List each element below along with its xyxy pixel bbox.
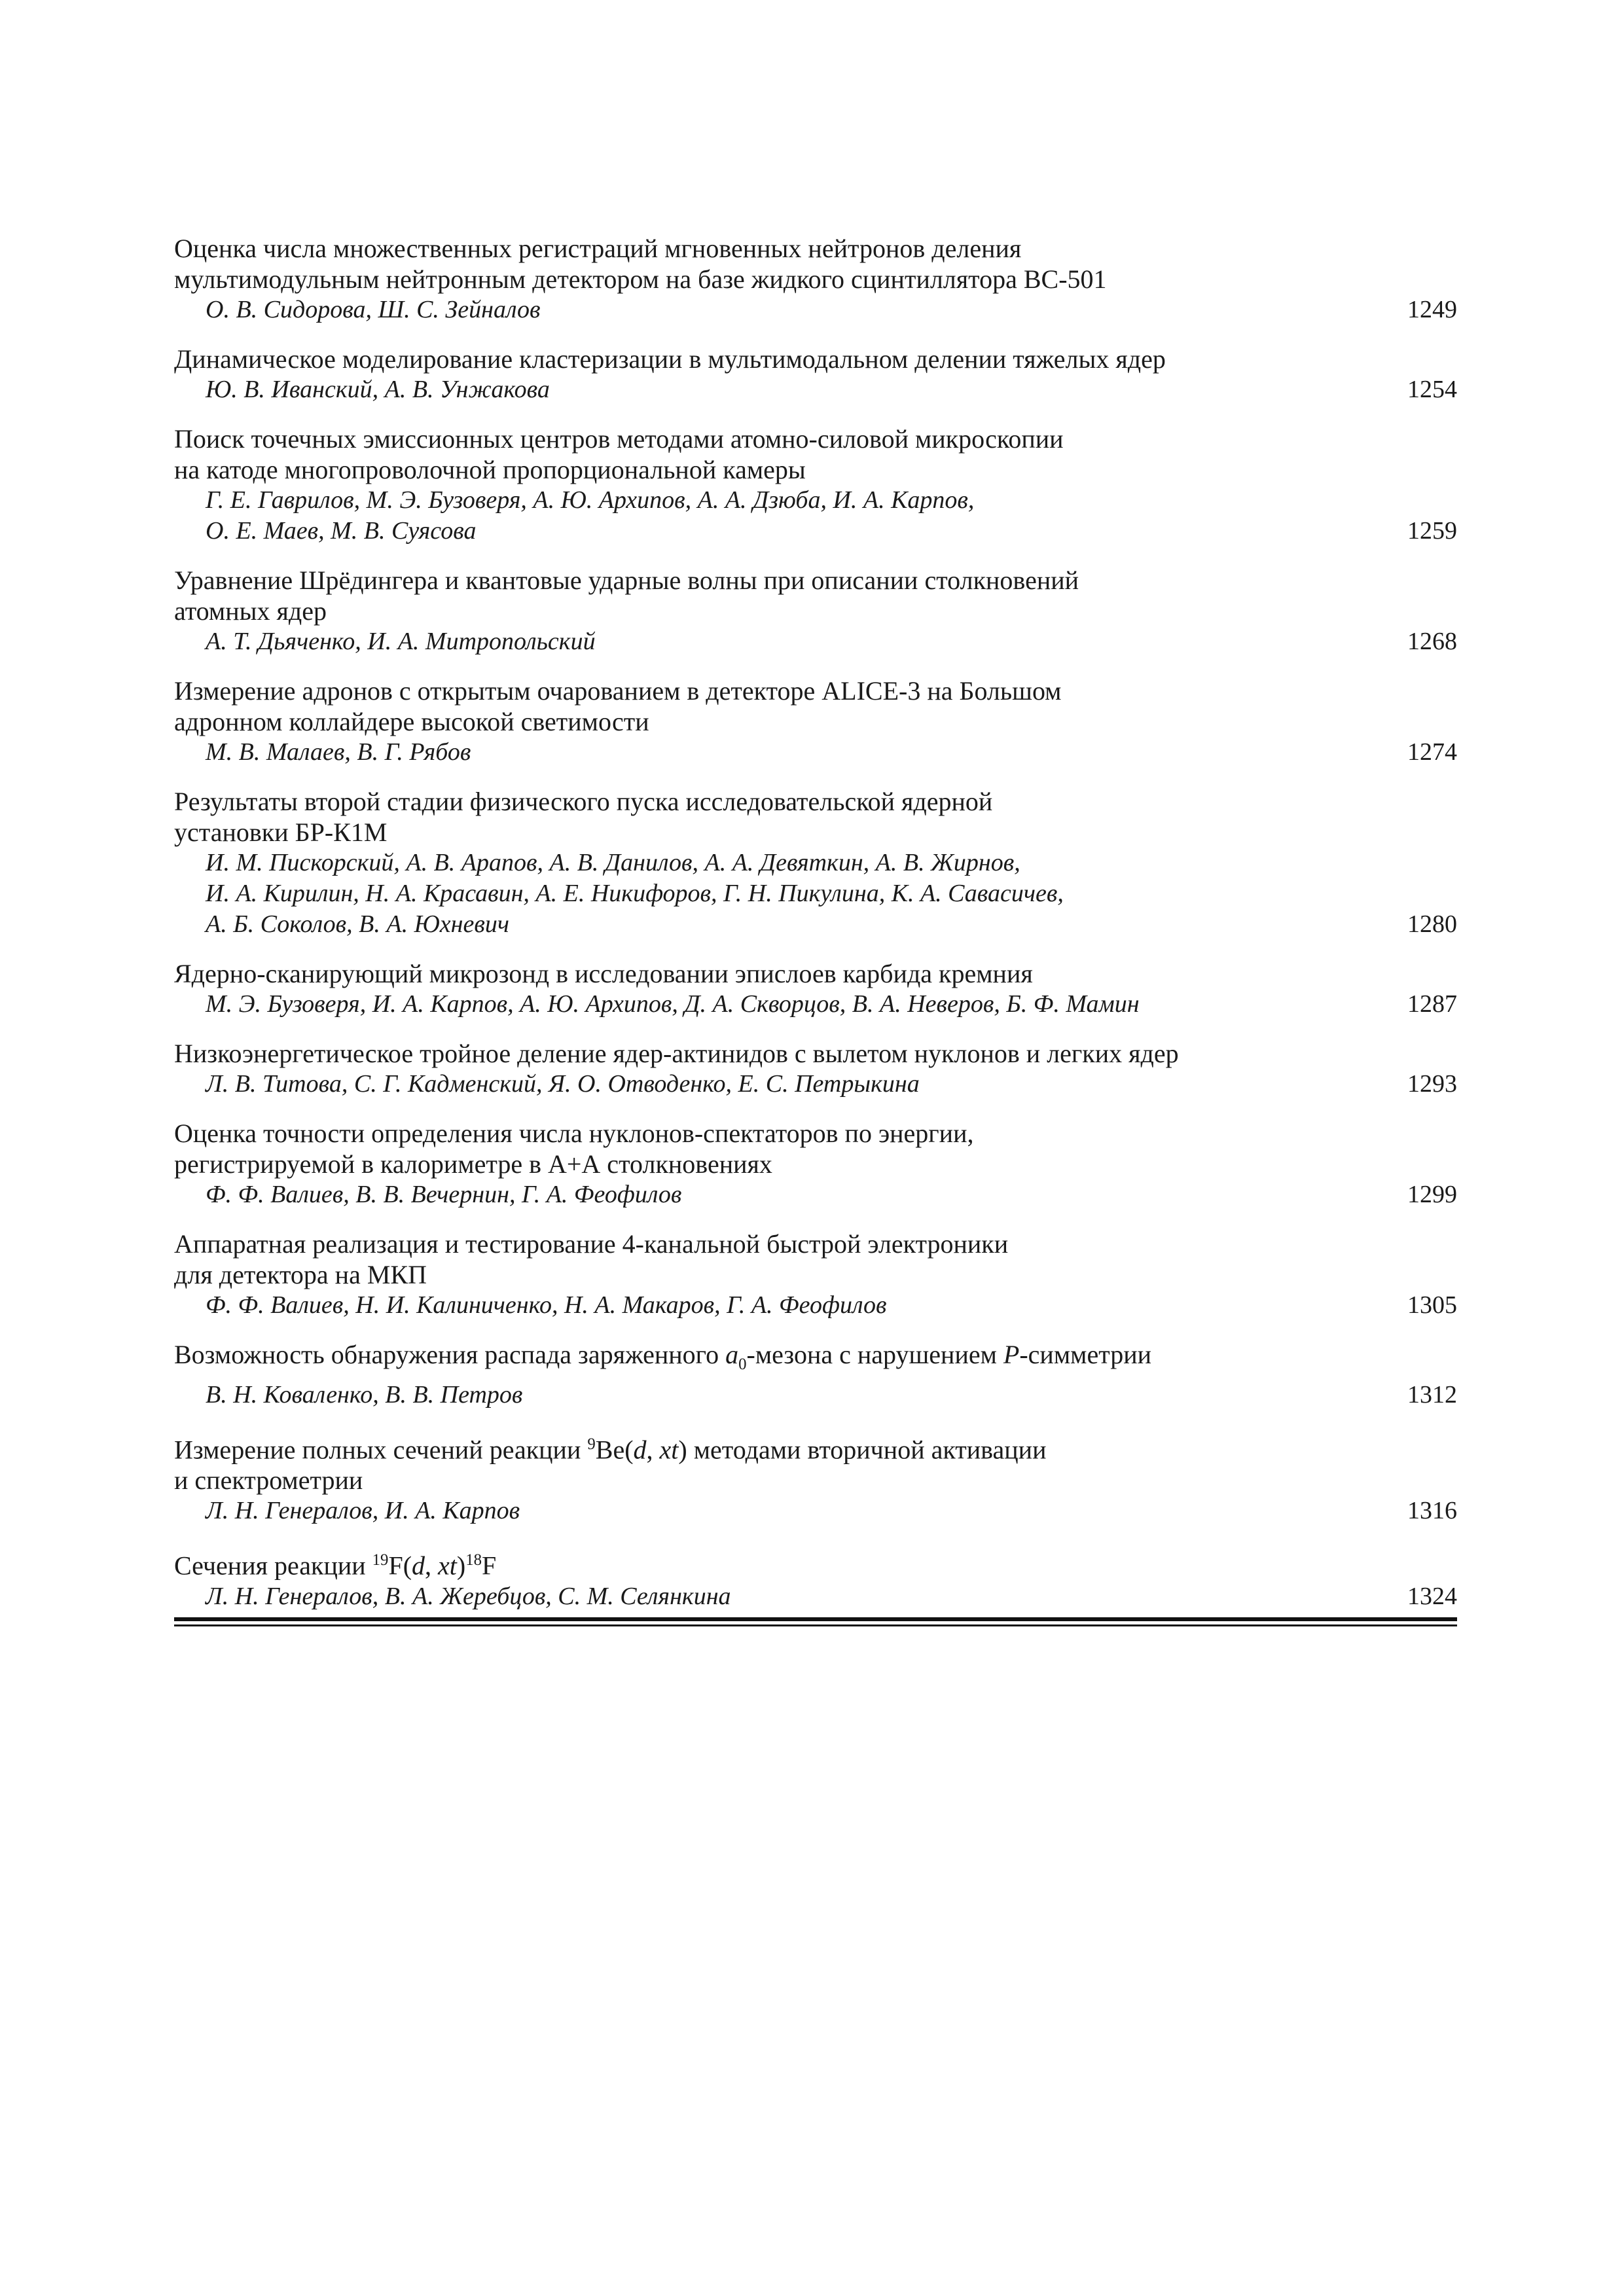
author-line: Ф. Ф. Валиев, В. В. Вечернин, Г. А. Феофилов (206, 1181, 682, 1208)
article-title-line: Поиск точечных эмиссионных центров методами атомно-силовой микроскопии (174, 424, 1064, 454)
page-number: 1316 (1407, 1497, 1457, 1525)
article-title-line: Сечения реакции $^{19}$F(d, xt)$^{18}$F (174, 1551, 497, 1581)
author-line: И. А. Кирилин, Н. А. Красавин, А. Е. Никифоров, Г. Н. Пикулина, К. А. Савасичев, (206, 880, 1064, 907)
page-number: 1254 (1407, 376, 1457, 403)
toc-entry[interactable] (174, 565, 1457, 657)
toc-entry[interactable] (174, 1118, 1457, 1210)
author-line: Л. В. Титова, С. Г. Кадменский, Я. О. Отводенко, Е. С. Петрыкина (206, 1070, 920, 1098)
table-of-contents (174, 233, 1457, 1630)
author-line: М. В. Малаев, В. Г. Рябов (206, 738, 471, 766)
end-rule-thin (174, 1624, 1457, 1626)
author-line: Г. Е. Гаврилов, М. Э. Бузоверя, А. Ю. Архипов, А. А. Дзюба, И. А. Карпов, (206, 486, 975, 514)
author-line: М. Э. Бузоверя, И. А. Карпов, А. Ю. Архипов, Д. А. Скворцов, В. А. Неверов, Б. Ф. Мамин (206, 990, 1140, 1018)
toc-entry[interactable] (174, 1339, 1457, 1410)
page-number: 1249 (1407, 296, 1457, 323)
toc-entry[interactable] (174, 786, 1457, 940)
author-line: Л. Н. Генералов, И. А. Карпов (206, 1497, 520, 1525)
authors-block (174, 626, 1457, 657)
authors-block (174, 1179, 1457, 1210)
page-number: 1259 (1407, 517, 1457, 545)
author-line: Ю. В. Иванский, А. В. Унжакова (206, 376, 550, 403)
authors-block (174, 737, 1457, 768)
article-title-line: адронном коллайдере высокой светимости (174, 707, 649, 736)
article-title-line: Уравнение Шрёдингера и квантовые ударные волны при описании столкновений (174, 565, 1079, 595)
page-number: 1324 (1407, 1582, 1457, 1610)
toc-entry[interactable] (174, 675, 1457, 768)
page-number: 1268 (1407, 628, 1457, 655)
article-title-line: мультимодульным нейтронным детектором на базе жидкого сцинтиллятора BC-501 (174, 264, 1107, 294)
page-number: 1274 (1407, 738, 1457, 766)
article-title-line: Ядерно-сканирующий микрозонд в исследовании эпислоев карбида кремния (174, 959, 1033, 988)
article-title-line: Измерение адронов с открытым очарованием в детекторе ALICE-3 на Большом (174, 676, 1062, 706)
toc-entry[interactable] (174, 1545, 1457, 1611)
article-title-line: Динамическое моделирование кластеризации в мультимодальном делении тяжелых ядер (174, 344, 1166, 374)
article-title-line: Низкоэнергетическое тройное деление ядер-актинидов с вылетом нуклонов и легких ядер (174, 1039, 1179, 1068)
toc-entry[interactable] (174, 958, 1457, 1020)
toc-entry[interactable] (174, 1229, 1457, 1321)
author-line: В. Н. Коваленко, В. В. Петров (206, 1381, 523, 1408)
authors-block (174, 1581, 1457, 1612)
author-line: Ф. Ф. Валиев, Н. И. Калиниченко, Н. А. Макаров, Г. А. Феофилов (206, 1291, 887, 1319)
toc-entry[interactable] (174, 344, 1457, 405)
article-title-line: Аппаратная реализация и тестирование 4-канальной быстрой электроники (174, 1229, 1009, 1259)
page-number: 1293 (1407, 1070, 1457, 1098)
authors-block (174, 1380, 1457, 1410)
toc-entry[interactable] (174, 233, 1457, 325)
article-title-line: и спектрометрии (174, 1465, 363, 1496)
page-number: 1287 (1407, 990, 1457, 1018)
authors-block (174, 1496, 1457, 1526)
authors-block (174, 485, 1457, 547)
page-number: 1280 (1407, 910, 1457, 938)
article-title-line: Возможность обнаружения распада заряженного $a_0$-мезона с нарушением P-симметрии (174, 1340, 1151, 1373)
end-rule-thick (174, 1617, 1457, 1621)
article-title-line: для детектора на МКП (174, 1260, 427, 1289)
article-title-line: Оценка числа множественных регистраций мгновенных нейтронов деления (174, 234, 1022, 263)
article-title-line: Измерение полных сечений реакции $^9$Be(d, xt) методами вторичной активации (174, 1435, 1047, 1465)
authors-block (174, 1290, 1457, 1321)
author-line: Л. Н. Генералов, В. А. Жеребцов, С. М. Селянкина (206, 1582, 731, 1610)
author-line: И. М. Пискорский, А. В. Арапов, А. В. Данилов, А. А. Девяткин, А. В. Жирнов, (206, 849, 1020, 876)
authors-block (174, 989, 1457, 1020)
toc-entry[interactable] (174, 1038, 1457, 1100)
toc-entry[interactable] (174, 1429, 1457, 1526)
page-number: 1305 (1407, 1291, 1457, 1319)
author-line: О. Е. Маев, М. В. Суясова (206, 517, 477, 545)
toc-entry[interactable] (174, 423, 1457, 547)
page-number: 1312 (1407, 1381, 1457, 1408)
authors-block (174, 848, 1457, 940)
article-title-line: атомных ядер (174, 596, 327, 626)
article-title-line: на катоде многопроволочной пропорциональной камеры (174, 455, 806, 484)
authors-block (174, 1069, 1457, 1100)
article-title-line: Оценка точности определения числа нуклонов-спектаторов по энергии, (174, 1119, 974, 1148)
author-line: А. Т. Дьяченко, И. А. Митропольский (206, 628, 596, 655)
authors-block (174, 295, 1457, 325)
end-double-rule (174, 1617, 1457, 1628)
author-line: А. Б. Соколов, В. А. Юхневич (206, 910, 509, 938)
article-title-line: установки БР-К1М (174, 817, 388, 847)
page-number: 1299 (1407, 1181, 1457, 1208)
author-line: О. В. Сидорова, Ш. С. Зейналов (206, 296, 541, 323)
article-title-line: регистрируемой в калориметре в А+А столкновениях (174, 1149, 772, 1179)
authors-block (174, 374, 1457, 405)
article-title-line: Результаты второй стадии физического пуска исследовательской ядерной (174, 787, 993, 816)
